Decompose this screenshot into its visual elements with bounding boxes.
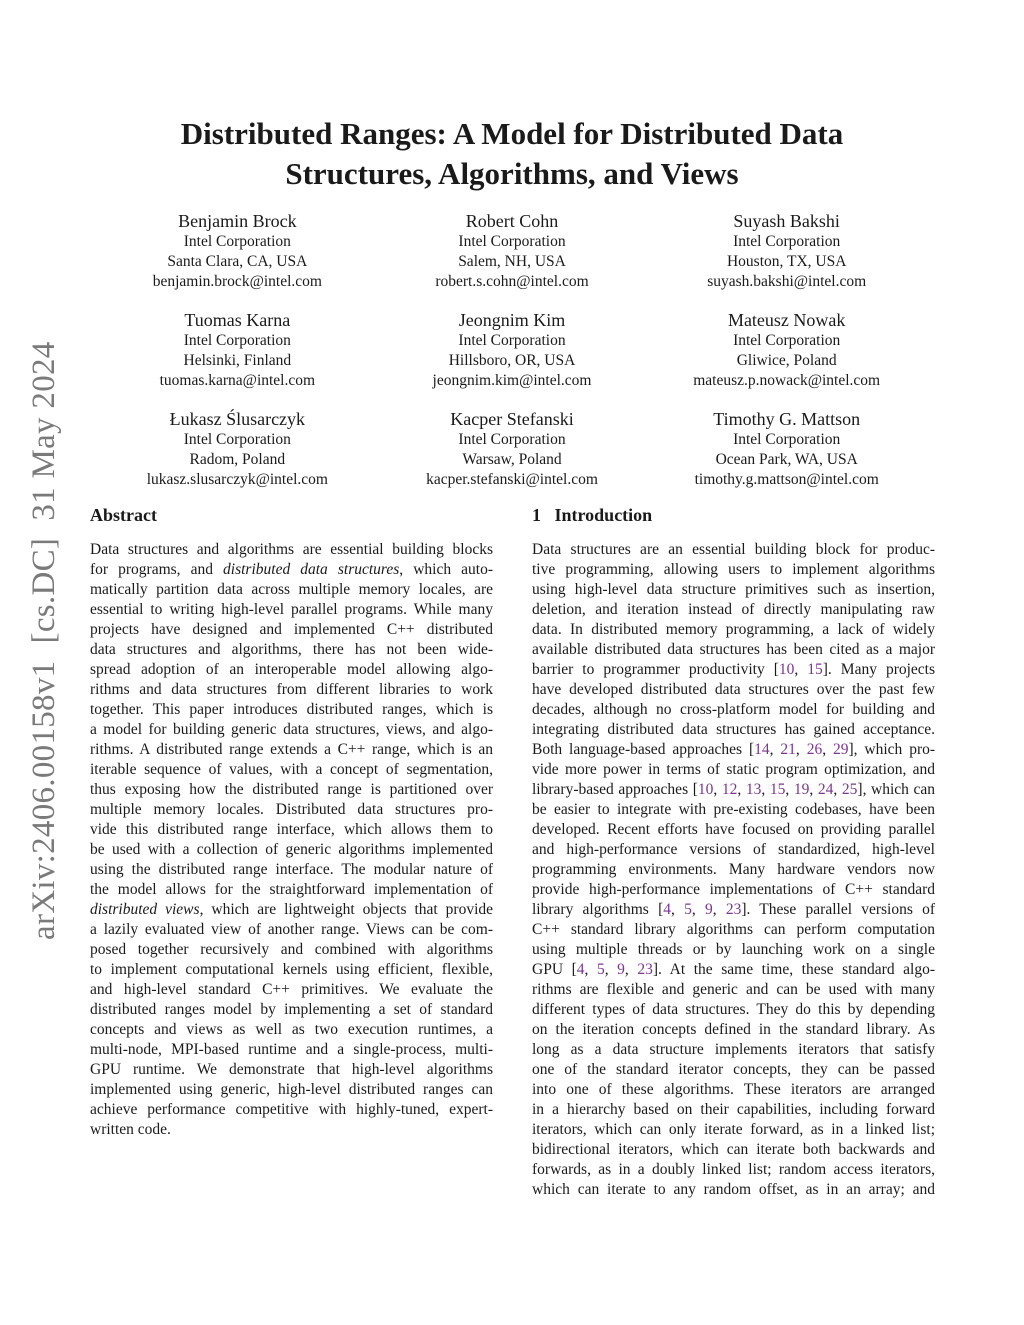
text-line: data structures and algorithms, there has not been wide-	[90, 641, 493, 658]
author-name: Kacper Stefanski	[450, 409, 574, 429]
text-line: rithms. A distributed range extends a C++ range, which is an	[90, 741, 493, 758]
text-line: provide high-performance implementations of C++ standard	[532, 881, 935, 898]
text-line: developed. Recent efforts have focused on providing parallel	[532, 821, 935, 838]
author-email[interactable]: suyash.bakshi@intel.com	[707, 273, 867, 290]
introduction-heading	[532, 503, 935, 527]
text-line: iterable sequence of values, with a concept of segmentation,	[90, 761, 493, 778]
text-line: to implement computational kernels using efficient, flexible,	[90, 961, 493, 978]
text-line: and high-performance versions of standardized, high-level	[532, 841, 935, 858]
author-row	[100, 210, 924, 309]
citation-link[interactable]: 9	[704, 901, 713, 918]
text-line: for programs, and distributed data structures, which auto-	[90, 561, 494, 578]
text-line: Data structures and algorithms are essential building blocks	[90, 541, 493, 558]
author-block	[649, 210, 924, 309]
text-line: the model allows for the straightforward implementation of	[90, 881, 493, 898]
text-line: vide more power in terms of static program optimization, and	[532, 761, 935, 778]
text-line: integrating distributed data structures has gained acceptance.	[532, 721, 935, 738]
author-affiliation: Intel Corporation	[458, 233, 566, 250]
author-row	[100, 309, 924, 408]
author-location: Salem, NH, USA	[458, 253, 566, 270]
citation-link[interactable]: 24	[817, 781, 834, 798]
text-line: essential to writing high-level parallel programs. While many	[90, 601, 493, 618]
citation-link[interactable]: 29	[832, 741, 849, 758]
citation-link[interactable]: 25	[841, 781, 858, 798]
citation-link[interactable]: 21	[780, 741, 796, 758]
author-affiliation: Intel Corporation	[183, 431, 291, 448]
text-line: available distributed data structures has been cited as a major	[532, 641, 935, 658]
text-line: different types of data structures. They do this by depending	[532, 1001, 935, 1018]
introduction-section	[532, 503, 935, 1200]
citation-link[interactable]: 4	[576, 961, 585, 978]
text-line: barrier to programmer productivity [10, 15]. Many projects	[532, 661, 936, 678]
citation-link[interactable]: 12	[721, 781, 738, 798]
text-line: one of the standard iterator concepts, they can be passed	[532, 1061, 935, 1078]
text-line: iterators, which can only iterate forward, as in a linked list;	[532, 1121, 935, 1138]
citation-link[interactable]: 15	[769, 781, 786, 798]
citation-link[interactable]: 23	[637, 961, 653, 978]
author-email[interactable]: lukasz.slusarczyk@intel.com	[146, 471, 328, 488]
text-line: library-based approaches [10, 12, 13, 15, 19, 24, 25], which can	[532, 781, 936, 798]
author-affiliation: Intel Corporation	[733, 431, 841, 448]
text-line: vide this distributed range interface, which allows them to	[90, 821, 493, 838]
citation-link[interactable]: 10	[778, 661, 795, 678]
text-line: programming environments. Many hardware vendors now	[532, 861, 935, 878]
abstract-body	[90, 540, 493, 1140]
author-email[interactable]: timothy.g.mattson@intel.com	[694, 471, 879, 488]
author-row	[100, 408, 924, 507]
text-line: tive programming, allowing users to implement algorithms	[532, 561, 935, 578]
text-line: multiple memory locales. Distributed data structures pro-	[90, 801, 493, 818]
text-line: data. In distributed memory programming, a lack of widely	[532, 621, 935, 638]
author-location: Ocean Park, WA, USA	[715, 451, 858, 468]
author-location: Hillsboro, OR, USA	[448, 352, 576, 369]
author-email[interactable]: jeongnim.kim@intel.com	[432, 372, 592, 389]
text-line: distributed ranges model by implementing a set of standard	[90, 1001, 493, 1018]
abstract-section	[90, 503, 493, 1140]
text-line: library algorithms [4, 5, 9, 23]. These parallel versions of	[532, 901, 936, 918]
text-line: a lazily evaluated view of another range. Views can be com-	[90, 921, 493, 938]
text-line: Data structures are an essential building block for produc-	[532, 541, 935, 558]
text-line: be used with a collection of generic algorithms implemented	[90, 841, 493, 858]
text-line: rithms are flexible and generic and can be used with many	[532, 981, 935, 998]
text-line: projects have designed and implemented C++ distributed	[90, 621, 493, 638]
text-line: implemented using generic, high-level distributed ranges can	[90, 1081, 493, 1098]
text-line: deletion, and iteration instead of directly manipulating raw	[532, 601, 935, 618]
abstract-heading: Abstract	[90, 505, 157, 525]
author-block	[100, 210, 375, 309]
section-number: 1	[532, 505, 541, 525]
title-line: Distributed Ranges: A Model for Distributed Data	[180, 116, 844, 151]
author-location: Radom, Poland	[189, 451, 286, 468]
section-title: Introduction	[554, 505, 653, 525]
author-name: Mateusz Nowak	[727, 310, 846, 330]
author-location: Houston, TX, USA	[726, 253, 847, 270]
text-line: Both language-based approaches [14, 21, 26, 29], which pro-	[532, 741, 936, 758]
author-email[interactable]: mateusz.p.nowack@intel.com	[693, 372, 881, 389]
author-block	[375, 210, 650, 309]
author-email[interactable]: robert.s.cohn@intel.com	[435, 273, 589, 290]
text-line: bidirectional iterators, which can iterate both backwards and	[532, 1141, 935, 1158]
author-block	[649, 408, 924, 507]
author-affiliation: Intel Corporation	[183, 233, 291, 250]
author-list	[100, 210, 924, 507]
text-line: matically partition data across multiple memory locales, are	[90, 581, 493, 598]
text-line: spread adoption of an interoperable model allowing algo-	[90, 661, 493, 678]
author-name: Łukasz Ślusarczyk	[169, 409, 306, 429]
citation-link[interactable]: 5	[596, 961, 605, 978]
text-line: together. This paper introduces distributed ranges, which is	[90, 701, 493, 718]
citation-link[interactable]: 13	[745, 781, 762, 798]
author-affiliation: Intel Corporation	[458, 431, 566, 448]
text-line: GPU [4, 5, 9, 23]. At the same time, these standard algo-	[532, 961, 936, 978]
citation-link[interactable]: 19	[793, 781, 810, 798]
text-line: C++ standard library algorithms can perform computation	[532, 921, 935, 938]
author-name: Timothy G. Mattson	[713, 409, 861, 429]
text-line: using multiple threads or by launching work on a single	[532, 941, 935, 958]
paper-title	[0, 114, 1024, 194]
text-line: written code.	[90, 1121, 171, 1138]
emphasis: distributed data structures	[223, 561, 400, 578]
citation-link[interactable]: 5	[684, 901, 692, 918]
emphasis: distributed views	[90, 901, 200, 918]
citation-link[interactable]: 26	[806, 741, 823, 758]
text-line: into one of these algorithms. These iterators are arranged	[532, 1081, 935, 1098]
author-block	[375, 408, 650, 507]
text-line: using high-level data structure primitives such as insertion,	[532, 581, 935, 598]
citation-link[interactable]: 9	[617, 961, 625, 978]
text-line: concepts and views as well as two execution runtimes, a	[90, 1021, 493, 1038]
text-line: forwards, as in a doubly linked list; random access iterators,	[532, 1161, 935, 1178]
text-line: a model for building generic data structures, views, and algo-	[90, 721, 493, 738]
text-line: and high-level standard C++ primitives. We evaluate the	[90, 981, 493, 998]
author-location: Gliwice, Poland	[736, 352, 837, 369]
text-line: posed together recursively and combined with algorithms	[90, 941, 493, 958]
text-line: have developed distributed data structures over the past few	[532, 681, 935, 698]
text-line: on the iteration concepts defined in the standard library. As	[532, 1021, 935, 1038]
arxiv-stamp: arXiv:2406.00158v1 [cs.DC] 31 May 2024	[26, 341, 62, 940]
author-location: Warsaw, Poland	[462, 451, 562, 468]
author-block	[100, 309, 375, 408]
citation-link[interactable]: 14	[754, 741, 770, 758]
text-line: long as a data structure implements iterators that satisfy	[532, 1041, 935, 1058]
author-location: Helsinki, Finland	[183, 352, 292, 369]
author-affiliation: Intel Corporation	[733, 233, 841, 250]
author-name: Jeongnim Kim	[458, 310, 566, 330]
text-line: distributed views, which are lightweight objects that provide	[90, 901, 494, 918]
author-block	[375, 309, 650, 408]
author-location: Santa Clara, CA, USA	[167, 253, 308, 270]
author-email[interactable]: kacper.stefanski@intel.com	[426, 471, 598, 488]
text-line: in a hierarchy based on their capabilities, including forward	[532, 1101, 935, 1118]
author-name: Suyash Bakshi	[733, 211, 840, 231]
text-line: achieve performance competitive with highly-tuned, expert-	[90, 1101, 493, 1118]
citation-link[interactable]: 23	[725, 901, 742, 918]
text-line: thus exposing how the distributed range is partitioned over	[90, 781, 493, 798]
author-name: Benjamin Brock	[178, 211, 297, 231]
text-line: be easier to integrate with pre-existing codebases, have been	[532, 801, 935, 818]
author-block	[649, 309, 924, 408]
text-line: decades, although no cross-platform model for building and	[532, 701, 935, 718]
introduction-body	[532, 540, 935, 1200]
author-affiliation: Intel Corporation	[458, 332, 566, 349]
author-affiliation: Intel Corporation	[183, 332, 291, 349]
text-line: rithms and data structures from different libraries to work	[90, 681, 493, 698]
author-email[interactable]: tuomas.karna@intel.com	[159, 372, 316, 389]
text-line: GPU runtime. We demonstrate that high-level algorithms	[90, 1061, 493, 1078]
author-name: Robert Cohn	[465, 211, 559, 231]
author-affiliation: Intel Corporation	[733, 332, 841, 349]
citation-link[interactable]: 15	[807, 661, 823, 678]
author-email[interactable]: benjamin.brock@intel.com	[152, 273, 322, 290]
author-block	[100, 408, 375, 507]
citation-link[interactable]: 10	[697, 781, 714, 798]
text-line: using the distributed range interface. The modular nature of	[90, 861, 493, 878]
author-name: Tuomas Karna	[184, 310, 291, 330]
title-line: Structures, Algorithms, and Views	[285, 156, 739, 191]
text-line: which can iterate to any random offset, as in an array; and	[532, 1181, 935, 1198]
citation-link[interactable]: 4	[663, 901, 671, 918]
text-line: multi-node, MPI-based runtime and a single-process, multi-	[90, 1041, 493, 1058]
